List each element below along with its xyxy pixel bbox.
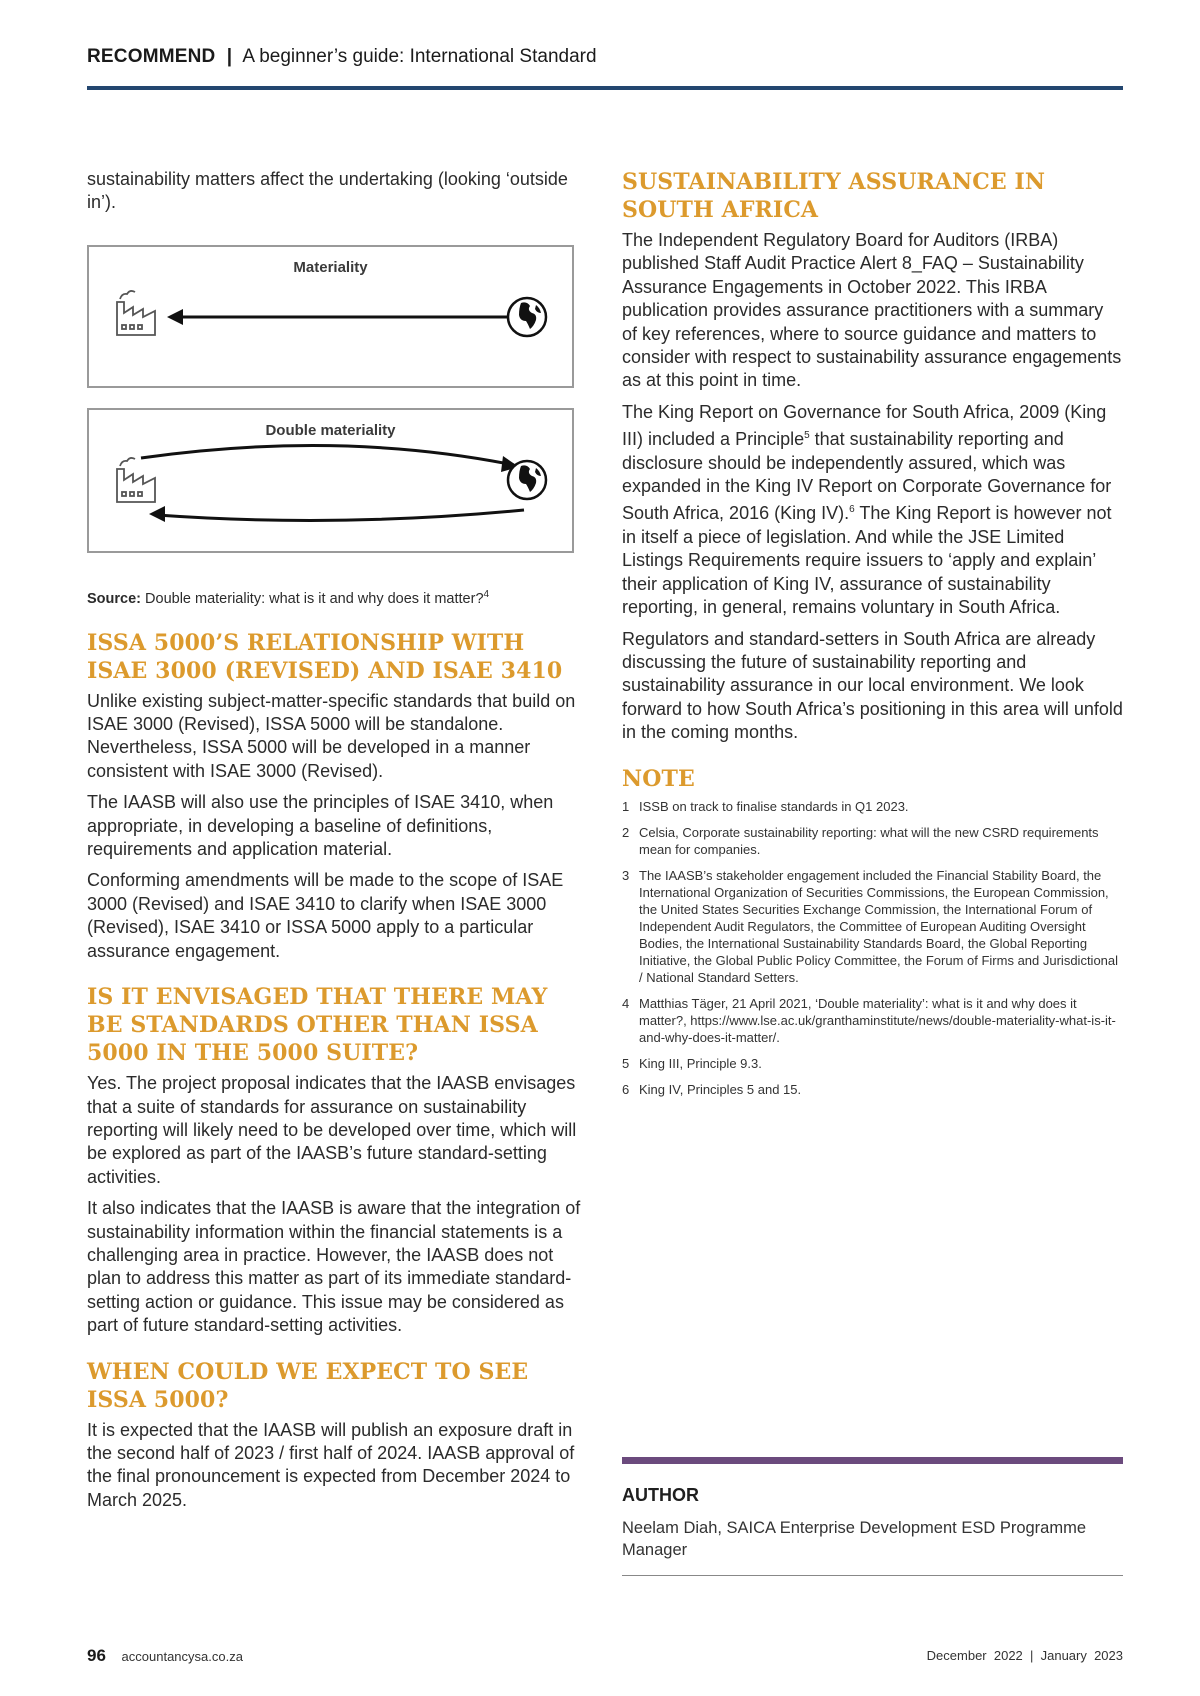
header-title: A beginner’s guide: International Standard [242,46,597,67]
note-text: Celsia, Corporate sustainability reporting: what will the new CSRD requirements mean for companies. [639,824,1099,857]
issue-date: December 2022 | January 2023 [926,1648,1123,1663]
note-item [622,1081,1123,1098]
source-footnote-ref: 4 [483,588,490,600]
header-separator: | [226,46,233,67]
running-header [87,46,1123,68]
text-run: The King Report is however not in itself a piece of legislation. And while the JSE Limited Listings Requirements require issuers to ‘apply and explain’ their application of King IV, assurance of sustainability reporting, in general, remains voluntary in South Africa. [622,503,1112,618]
section-heading: WHEN COULD WE EXPECT TO SEE ISSA 5000? [87,1358,529,1413]
note-text: Matthias Täger, 21 April 2021, ‘Double materiality’: what is it and why does it matter?, https://www.lse.ac.uk/granthaminstitute/news/double-materiality-what-is-it-and-why-does-it-matter/. [639,995,1116,1045]
paragraph: The Independent Regulatory Board for Auditors (IRBA) published Staff Audit Practice Alert 8_FAQ – Sustainability Assurance Engagements in October 2022. This IRBA publication provides assurance practitioners with a summary of key references, where to source guidance and matters to consider with respect to sustainability assurance engagements as at this point in time. [622,230,1122,391]
note-number: 2 [622,824,630,840]
note-text: The IAASB’s stakeholder engagement included the Financial Stability Board, the International Organization of Securities Commissions, the European Commission, the United States Securities Exchange Commission, the International Forum of Independent Audit Regulators, the Committee of European Auditing Oversight Bodies, the International Sustainability Standards Board, the Global Reporting Initiative, the Global Public Policy Committee, the Forum of Firms and Jurisdictional / National Standard Setters. [639,867,1119,985]
materiality-diagram-title: Materiality [293,258,368,276]
double-materiality-diagram [87,408,574,553]
note-item [622,824,1123,858]
author-top-rule [622,1457,1123,1464]
globe-icon [508,298,546,336]
note-item [622,995,1123,1046]
paragraph [622,401,1123,620]
paragraph: The IAASB will also use the principles of ISAE 3410, when appropriate, in developing a baseline of definitions, requirements and application material. [87,792,554,860]
header-rule [87,86,1123,90]
note-number: 3 [622,867,630,883]
author-box [622,1457,1123,1576]
section-heading: ISSA 5000’S RELATIONSHIP WITH ISAE 3000 (REVISED) AND ISAE 3410 [87,629,563,684]
section-kicker: RECOMMEND [87,46,216,67]
page-number: 96 [87,1646,106,1665]
paragraph: Conforming amendments will be made to the scope of ISAE 3000 (Revised) and ISAE 3410 to clarify when ISAE 3000 (Revised), ISAE 3410 or ISSA 5000 apply to a particular assurance engagement. [87,870,564,961]
paragraph: It is expected that the IAASB will publish an exposure draft in the second half of 2023 / first half of 2024. IAASB approval of the final pronouncement is expected from December 2024 to March 2025. [87,1419,575,1510]
arrow-outside-in-head [149,506,165,522]
author-name: Neelam Diah, SAICA Enterprise Development ESD Programme Manager [622,1519,1087,1559]
paragraph: Unlike existing subject-matter-specific standards that build on ISAE 3000 (Revised), ISSA 5000 will be standalone. Nevertheless, ISSA 5000 will be developed in a manner consistent with ISAE 3000 (Revised). [87,690,576,781]
source-label: Source: [87,590,141,607]
notes-heading: NOTE [622,765,695,792]
paragraph: It also indicates that the IAASB is aware that the integration of sustainability information within the financial statements is a challenging area in practice. However, the IAASB does not plan to address this matter as part of its immediate standard-setting action or guidance. This issue may be considered as part of future standard-setting activities. [87,1198,581,1336]
note-text: King III, Principle 9.3. [639,1055,762,1071]
note-number: 1 [622,798,630,814]
section-heading: SUSTAINABILITY ASSURANCE IN SOUTH AFRICA [622,169,1046,223]
arrow-inside-out [141,445,514,464]
factory-icon [117,458,155,502]
note-number: 5 [622,1055,630,1071]
note-number: 6 [622,1081,630,1097]
intro-paragraph: sustainability matters affect the undertaking (looking ‘outside in’). [87,169,568,213]
factory-icon [117,291,155,335]
double-materiality-arrow-graphic [89,410,576,555]
note-text: ISSB on track to finalise standards in Q1 2023. [639,798,909,814]
footnote-ref: 5 [804,430,810,442]
source-text: Double materiality: what is it and why does it matter? [145,590,484,607]
section-heading: IS IT ENVISAGED THAT THERE MAY BE STANDARDS OTHER THAN ISSA 5000 IN THE 5000 SUITE? [87,984,548,1067]
note-item [622,867,1123,986]
arrow-outside-in [167,309,507,325]
text-run: The King Report on Governance for South Africa, 2009 (King III) included a Principle [622,401,1107,450]
note-text: King IV, Principles 5 and 15. [639,1081,802,1097]
arrow-outside-in [157,510,524,520]
materiality-diagram [87,245,574,388]
note-item [622,798,1123,815]
notes-list [622,798,1123,1098]
figure-source [87,589,587,607]
note-number: 4 [622,995,630,1011]
note-item [622,1055,1123,1072]
paragraph: Regulators and standard-setters in South Africa are already discussing the future of sustainability reporting and sustainability assurance in our local environment. We look forward to how South Africa’s positioning in this area will unfold in the coming months. [622,628,1123,743]
left-column [87,168,587,1520]
author-bottom-rule [622,1575,1123,1576]
right-column [622,168,1123,1107]
globe-icon [508,461,546,499]
author-label: AUTHOR [622,1485,699,1505]
footer-left [87,1646,243,1666]
footnote-ref: 6 [849,504,855,516]
materiality-arrow-graphic [89,247,576,390]
paragraph: Yes. The project proposal indicates that the IAASB envisages that a suite of standards for assurance on sustainability reporting will likely need to be developed over time, which will be explored as part of the IAASB’s future standard-setting activities. [87,1073,577,1187]
text-run: that sustainability reporting and disclosure should be independently assured, which was expanded in the King IV Report on Corporate Governance for South Africa, 2016 (King IV). [622,429,1112,524]
double-materiality-diagram-title: Double materiality [265,421,396,439]
website-link[interactable]: accountancysa.co.za [121,1649,243,1664]
